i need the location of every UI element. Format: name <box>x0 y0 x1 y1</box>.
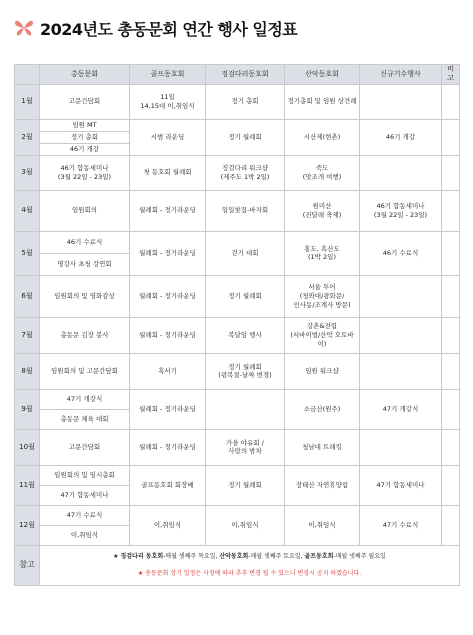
month-cell: 10월 <box>15 429 40 465</box>
table-cell: 걷기 대회 <box>206 231 285 275</box>
table-row <box>15 155 460 190</box>
table-cell: 청남대 트래킹 <box>285 429 360 465</box>
table-row <box>15 353 460 389</box>
notes-cell <box>40 545 460 585</box>
table-cell: 고문간담회 <box>40 429 130 465</box>
table-cell: 시산제(현촌) <box>285 119 360 155</box>
table-cell: 임원 MT <box>40 119 130 131</box>
table-cell <box>442 317 460 353</box>
table-cell: 원미산 (진달래 축제) <box>285 190 360 231</box>
table-cell: 정기 월례회 <box>206 275 285 317</box>
notes-row <box>15 545 460 585</box>
table-cell <box>442 190 460 231</box>
table-cell: 46기 개강 <box>40 143 130 155</box>
table-cell: 47기 수료식 <box>360 505 442 545</box>
table-cell <box>442 353 460 389</box>
table-cell: 서울 투어 (청와대/광화문/ 인사동/조계사 방문) <box>285 275 360 317</box>
table-cell: 정기 월례회 <box>206 465 285 505</box>
month-cell: 12월 <box>15 505 40 545</box>
table-cell: 임원회의 및 임시총회 <box>40 465 130 485</box>
title-bar <box>14 16 297 40</box>
col-header: 산악동호회 <box>285 65 360 85</box>
table-cell <box>360 353 442 389</box>
header-row <box>15 65 460 85</box>
table-cell: 46기 개강 <box>360 119 442 155</box>
table-cell: 월례회 - 정기라운딩 <box>130 190 206 231</box>
month-cell: 6월 <box>15 275 40 317</box>
table-row <box>15 465 460 485</box>
table-cell: 시범 라운딩 <box>130 119 206 155</box>
note-club-name: 산악동호회 <box>219 552 249 560</box>
table-cell: 일일찻집-바자회 <box>206 190 285 231</box>
col-header: 총동문회 <box>40 65 130 85</box>
table-cell: 46기 수료식 <box>40 231 130 253</box>
table-cell: 가을 야유회 / 사랑의 밤차 <box>206 429 285 465</box>
month-cell: 7월 <box>15 317 40 353</box>
table-row <box>15 389 460 409</box>
table-cell: 47기 합동세미나 <box>360 465 442 505</box>
month-cell: 4월 <box>15 190 40 231</box>
table-cell: 이,취임식 <box>40 525 130 545</box>
table-cell: 47기 수료식 <box>40 505 130 525</box>
table-cell: 임원회의 <box>40 190 130 231</box>
table-row <box>15 231 460 253</box>
table-cell: 징검다리 워크샵 (제주도 1박 2일) <box>206 155 285 190</box>
month-cell: 9월 <box>15 389 40 429</box>
table-cell: 월례회 - 정기라운딩 <box>130 389 206 429</box>
table-cell: 이,취임식 <box>285 505 360 545</box>
table-cell <box>442 429 460 465</box>
table-cell: 47기 개강식 <box>40 389 130 409</box>
col-header: 징검다리동호회 <box>206 65 285 85</box>
table-row <box>15 429 460 465</box>
table-cell <box>360 84 442 119</box>
table-cell: 47기 합동세미나 <box>40 485 130 505</box>
table-cell: 골프동호회 회장배 <box>130 465 206 505</box>
table-cell <box>442 465 460 505</box>
table-cell: 임원회의 및 고문간담회 <box>40 353 130 389</box>
table-cell <box>442 231 460 275</box>
table-row <box>15 505 460 525</box>
table-cell: 46기 합동세미나 (3월 22일 - 23일) <box>40 155 130 190</box>
table-cell <box>442 505 460 545</box>
table-cell: 11일 14,15대 이,취임식 <box>130 84 206 119</box>
table-cell <box>206 389 285 429</box>
table-cell: 이,취임식 <box>206 505 285 545</box>
table-cell: 소금산(원주) <box>285 389 360 429</box>
note-text: -매월 셋째주 토요일, <box>248 552 305 560</box>
table-cell: 이,취임식 <box>130 505 206 545</box>
note-text: -매월 넷째주 월요일 <box>333 552 386 560</box>
table-cell: 정기 총회 <box>40 131 130 143</box>
table-cell: 정기총회 및 임원 상견례 <box>285 84 360 119</box>
table-cell <box>442 119 460 155</box>
note-schedule <box>41 553 458 561</box>
note-club-name: 징검다리 동호회 <box>120 552 164 560</box>
note-club-name: 골프동호회 <box>304 552 334 560</box>
month-cell: 8월 <box>15 353 40 389</box>
table-cell <box>442 389 460 429</box>
table-cell: 명강사 초청 강연회 <box>40 253 130 275</box>
table-cell: 임원 워크샵 <box>285 353 360 389</box>
table-cell: 혹서기 <box>130 353 206 389</box>
table-cell: 총동문 김장 봉사 <box>40 317 130 353</box>
table-cell: 정기 총회 <box>206 84 285 119</box>
month-cell: 5월 <box>15 231 40 275</box>
table-cell: 임원회의 및 영화감상 <box>40 275 130 317</box>
table-cell <box>442 155 460 190</box>
schedule-table <box>14 64 460 586</box>
page-title: 2024년도 총동문회 연간 행사 일정표 <box>40 19 298 39</box>
table-cell: 장태산 자연휴양림 <box>285 465 360 505</box>
table-cell <box>442 275 460 317</box>
note-text: -매월 셋째주 목요일, <box>163 552 220 560</box>
table-row <box>15 317 460 353</box>
table-cell: 월례회 - 정기라운딩 <box>130 231 206 275</box>
butterfly-logo-icon <box>14 18 34 38</box>
table-cell <box>360 429 442 465</box>
table-cell: 강촌&전렵 (서바이벌/산악 오토바이) <box>285 317 360 353</box>
table-cell <box>360 155 442 190</box>
note-star: ★ <box>113 552 121 560</box>
table-row <box>15 84 460 119</box>
month-cell: 11월 <box>15 465 40 505</box>
table-cell: 47기 개강식 <box>360 389 442 429</box>
col-header: 신규기수행사 <box>360 65 442 85</box>
table-cell: 고문간담회 <box>40 84 130 119</box>
table-cell <box>442 84 460 119</box>
month-cell: 2월 <box>15 119 40 155</box>
table-cell: 총동문 체육 대회 <box>40 409 130 429</box>
month-cell: 3월 <box>15 155 40 190</box>
col-header: 비 고 <box>442 65 460 85</box>
table-cell: 정기 월례회 (광복절-날짜 변경) <box>206 353 285 389</box>
table-cell <box>360 275 442 317</box>
table-cell: 홍도, 흑산도 (1박 2일) <box>285 231 360 275</box>
note-change-notice: ★ 총동문회 상기 일정은 사정에 따라 추후 변경 될 수 있으니 변경시 공지 하겠습니다. <box>137 569 362 577</box>
month-cell: 1월 <box>15 84 40 119</box>
col-header: 골프동호회 <box>130 65 206 85</box>
table-cell: 복달임 행사 <box>206 317 285 353</box>
table-row <box>15 275 460 317</box>
table-cell: 첫 동호회 월례회 <box>130 155 206 190</box>
table-cell: 죽도 (맛조개 여행) <box>285 155 360 190</box>
table-cell: 46기 수료식 <box>360 231 442 275</box>
table-cell <box>360 317 442 353</box>
table-cell: 월례회 - 정기라운딩 <box>130 429 206 465</box>
header-corner <box>15 65 40 85</box>
notes-label: 참고 <box>15 545 40 585</box>
table-cell: 월례회 - 정기라운딩 <box>130 275 206 317</box>
table-cell: 정기 월례회 <box>206 119 285 155</box>
table-cell: 46기 합동세미나 (3월 22일 - 23일) <box>360 190 442 231</box>
table-row <box>15 190 460 231</box>
table-row <box>15 119 460 131</box>
table-cell: 월례회 - 정기라운딩 <box>130 317 206 353</box>
